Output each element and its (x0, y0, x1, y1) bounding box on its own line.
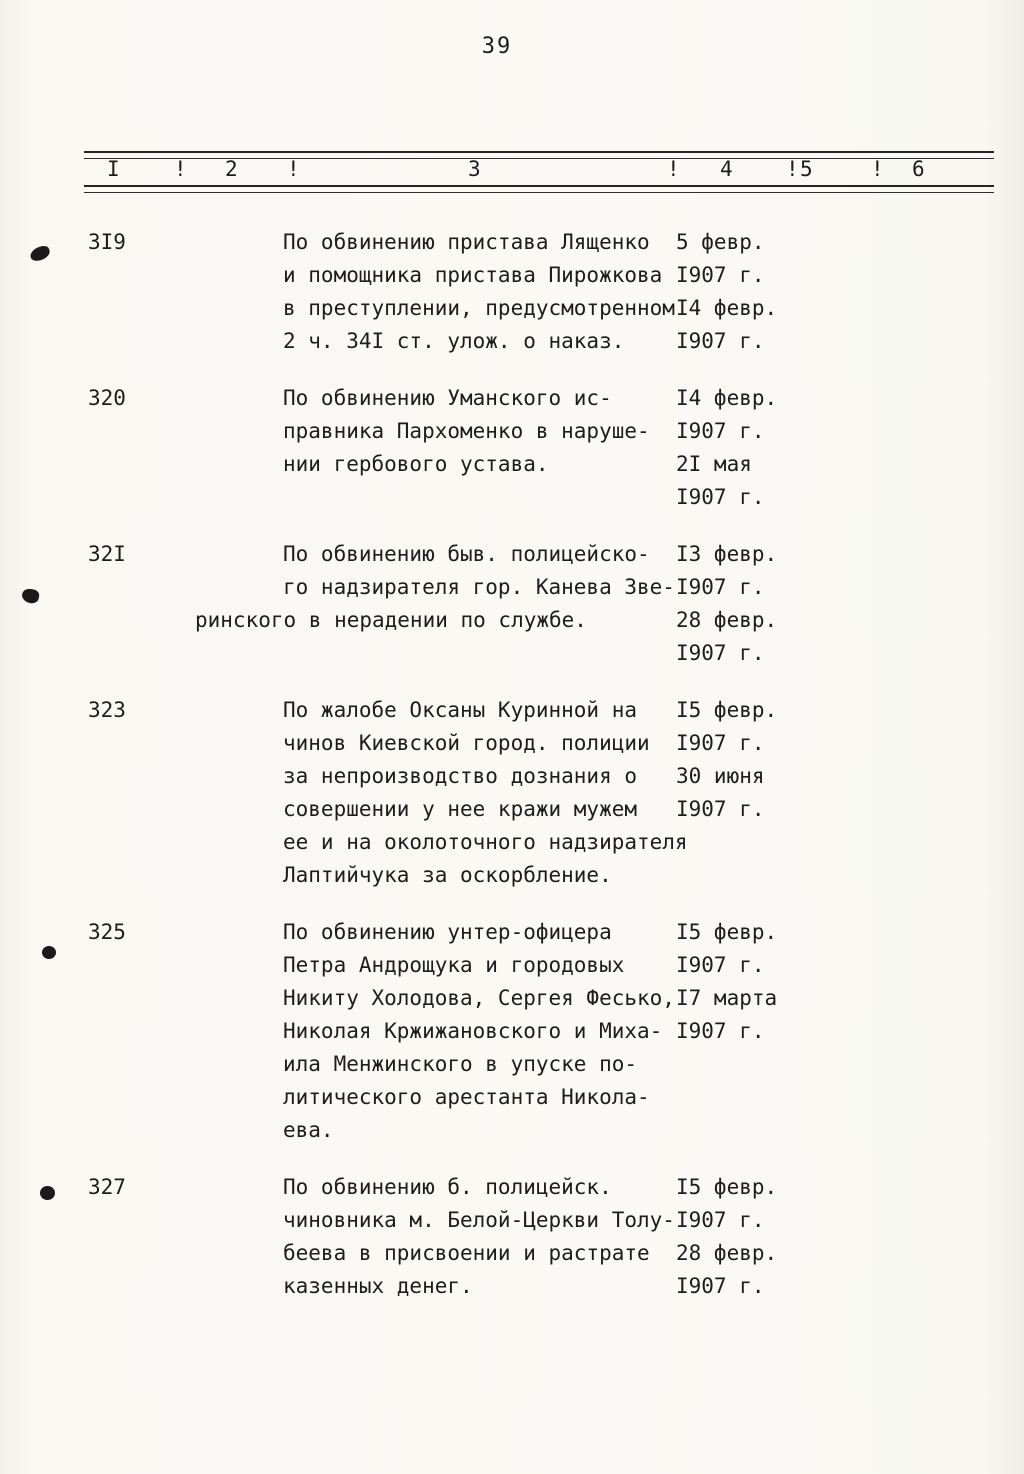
ink-mark (40, 1186, 55, 1200)
page-number: 39 (481, 34, 513, 59)
description-line: ила Менжинского в упуске по- (283, 1052, 638, 1076)
description-line: правника Пархоменко в наруше- (283, 419, 650, 443)
header-cells (0, 157, 1024, 185)
column-header: I (107, 157, 120, 181)
date-line: I4 февр. (676, 296, 778, 320)
entry-description (195, 538, 1024, 637)
column-separator: ! (667, 157, 680, 181)
column-header: 5 (800, 157, 813, 181)
column-separator: ! (871, 157, 884, 181)
description-line: По обвинению унтер-офицера (283, 920, 612, 944)
date-line: I907 г. (676, 485, 765, 509)
entry-dates (676, 916, 777, 1048)
description-line: По обвинению быв. полицейско- (283, 542, 650, 566)
description-line: ее и на околоточного надзирателя (283, 830, 688, 854)
entry-dates (676, 538, 777, 670)
description-line: По обвинению Уманского ис- (283, 386, 612, 410)
date-line: I7 марта (676, 986, 778, 1010)
date-line: I907 г. (676, 575, 765, 599)
date-line: I5 февр. (676, 1175, 778, 1199)
catalog-entry (0, 694, 1024, 892)
description-line: чинов Киевской город. полиции (283, 731, 650, 755)
entry-number: 323 (88, 698, 126, 722)
entry-description (283, 694, 1024, 892)
entries-list (0, 226, 1024, 1327)
date-line: I907 г. (676, 641, 765, 665)
description-line: в преступлении, предусмотренном (283, 296, 675, 320)
catalog-entry (0, 1171, 1024, 1303)
date-line: 28 февр. (676, 1241, 778, 1265)
date-line: 28 февр. (676, 608, 778, 632)
entry-dates (676, 382, 777, 514)
catalog-entry (0, 226, 1024, 358)
column-separator: ! (786, 157, 799, 181)
date-line: I4 февр. (676, 386, 778, 410)
entry-dates (676, 226, 777, 358)
description-line: По обвинению пристава Лященко (283, 230, 650, 254)
header-rule-bottom (84, 185, 994, 193)
date-line: I5 февр. (676, 920, 778, 944)
date-line: 30 июня (676, 764, 765, 788)
catalog-entry (0, 382, 1024, 514)
date-line: I907 г. (676, 419, 765, 443)
description-line: беева в присвоении и растрате (283, 1241, 650, 1265)
ink-mark (42, 946, 56, 959)
description-line: ева. (283, 1118, 334, 1142)
description-line: совершении у нее кражи мужем (283, 797, 638, 821)
column-header: 3 (468, 157, 481, 181)
description-line: казенных денег. (283, 1274, 473, 1298)
column-header: 2 (225, 157, 238, 181)
description-line: Петра Андрощука и городовых (283, 953, 625, 977)
catalog-entry (0, 538, 1024, 670)
description-line: чиновника м. Белой-Церкви Толу- (283, 1208, 675, 1232)
date-line: I5 февр. (676, 698, 778, 722)
description-line: го надзирателя гор. Канева Зве- (283, 575, 675, 599)
description-line: Лаптийчука за оскорбление. (283, 863, 612, 887)
date-line: I907 г. (676, 1208, 765, 1232)
entry-description (283, 382, 1024, 481)
date-line: I907 г. (676, 731, 765, 755)
entry-description (283, 916, 1024, 1147)
column-separator: ! (174, 157, 187, 181)
date-line: I907 г. (676, 263, 765, 287)
entry-number: 3I9 (88, 230, 126, 254)
description-line: 2 ч. 34I ст. улож. о наказ. (283, 329, 625, 353)
date-line: I3 февр. (676, 542, 778, 566)
entry-number: 325 (88, 920, 126, 944)
description-line: Никиту Холодова, Сергея Фесько, (283, 986, 675, 1010)
date-line: I907 г. (676, 1019, 765, 1043)
description-line: По обвинению б. полицейск. (283, 1175, 612, 1199)
entry-dates (676, 1171, 777, 1303)
date-line: I907 г. (676, 953, 765, 977)
description-line: нии гербового устава. (283, 452, 549, 476)
date-line: I907 г. (676, 1274, 765, 1298)
entry-number: 320 (88, 386, 126, 410)
date-line: 5 февр. (676, 230, 765, 254)
date-line: 2I мая (676, 452, 752, 476)
entry-dates (676, 694, 777, 826)
entry-description (283, 1171, 1024, 1303)
description-line: Николая Кржижановского и Миха- (283, 1019, 663, 1043)
description-line: По жалобе Оксаны Куринной на (283, 698, 638, 722)
date-line: I907 г. (676, 329, 765, 353)
entry-number: 32I (88, 542, 126, 566)
entry-number: 327 (88, 1175, 126, 1199)
column-separator: ! (287, 157, 300, 181)
date-line: I907 г. (676, 797, 765, 821)
description-line: литического арестанта Никола- (283, 1085, 650, 1109)
column-header: 4 (720, 157, 733, 181)
entry-description (283, 226, 1024, 358)
description-line: ринского в нерадении по службе. (195, 608, 587, 632)
description-line: за непроизводство дознания о (283, 764, 638, 788)
column-header: 6 (912, 157, 925, 181)
description-line: и помощника пристава Пирожкова (283, 263, 663, 287)
catalog-entry (0, 916, 1024, 1147)
